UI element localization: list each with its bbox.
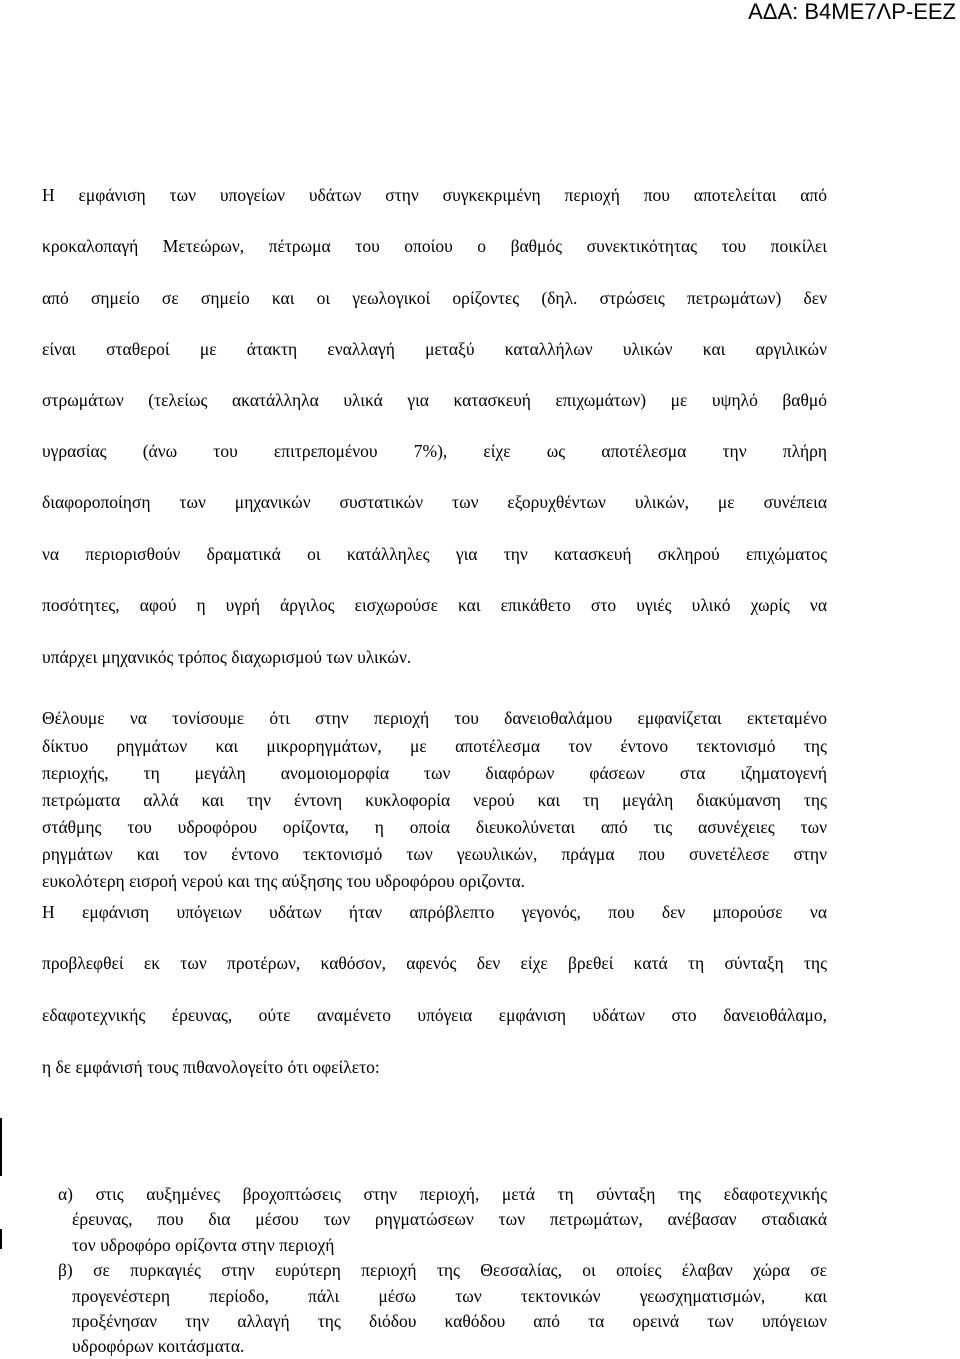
p1-line-2: κροκαλοπαγή Μετεώρων, πέτρωμα του οποίου ο βαθμός συνεκτικότητας του ποικίλει <box>42 236 827 256</box>
item-a-line-2: έρευνας, που δια μέσου των ρηγματώσεων των πετρωμάτων, ανέβασαν σταδιακά <box>72 1209 827 1229</box>
margin-bar <box>0 1118 2 1176</box>
item-a-line-1: α) στις αυξημένες βροχοπτώσεις στην περιοχή, μετά τη σύνταξη της εδαφοτεχνικής <box>58 1184 827 1204</box>
p3-line-1: Η εμφάνιση υπόγειων υδάτων ήταν απρόβλεπτο γεγονός, που δεν μπορούσε να <box>42 902 827 922</box>
p1-line-5: στρωμάτων (τελείως ακατάλληλα υλικά για κατασκευή επιχωμάτων) με υψηλό βαθμό <box>42 390 827 410</box>
p2-line-5: στάθμης του υδροφόρου ορίζοντα, η οποία διευκολύνεται από τις ασυνέχειες των <box>42 817 827 837</box>
p1-line-3: από σημείο σε σημείο και οι γεωλογικοί ορίζοντες (δηλ. στρώσεις πετρωμάτων) δεν <box>42 288 827 308</box>
p2-line-4: πετρώματα αλλά και την έντονη κυκλοφορία νερού και τη μεγάλη διακύμανση της <box>42 790 827 810</box>
margin-bar <box>0 1229 2 1249</box>
item-b-line-3: προξένησαν την αλλαγή της διόδου καθόδου από τα ορεινά των υπόγειων <box>72 1311 827 1331</box>
p1-line-10: υπάρχει μηχανικός τρόπος διαχωρισμού των υλικών. <box>42 647 412 667</box>
p2-line-7: ευκολότερη εισροή νερού και της αύξησης του υδροφόρου οριζοντα. <box>42 871 526 891</box>
p2-line-6: ρηγμάτων και τον έντονο τεκτονισμό των γεωυλικών, πράγμα που συνετέλεσε στην <box>42 844 827 864</box>
p1-line-7: διαφοροποίηση των μηχανικών συστατικών των εξορυχθέντων υλικών, με συνέπεια <box>42 492 827 512</box>
p3-line-2: προβλεφθεί εκ των προτέρων, καθόσον, αφενός δεν είχε βρεθεί κατά τη σύνταξη της <box>42 953 827 973</box>
item-b-line-4: υδροφόρων κοιτάσματα. <box>72 1336 245 1356</box>
p1-line-9: ποσότητες, αφού η υγρή άργιλος εισχωρούσε και επικάθετο στο υγιές υλικό χωρίς να <box>42 595 827 615</box>
p2-line-2: δίκτυο ρηγμάτων και μικρορηγμάτων, με αποτέλεσμα τον έντονο τεκτονισμό της <box>42 736 827 756</box>
item-b-line-1: β) σε πυρκαγιές στην ευρύτερη περιοχή της Θεσσαλίας, οι οποίες έλαβαν χώρα σε <box>58 1260 827 1280</box>
p3-line-3: εδαφοτεχνικής έρευνας, ούτε αναμένετο υπόγεια εμφάνιση υδάτων στο δανειοθάλαμο, <box>42 1005 827 1025</box>
item-a-line-3: τον υδροφόρο ορίζοντα στην περιοχή <box>72 1235 335 1255</box>
p2-line-3: περιοχής, τη μεγάλη ανομοιομορφία των διαφόρων φάσεων στα ιζηματογενή <box>42 763 827 783</box>
document-code: ΑΔΑ: Β4ΜΕ7ΛΡ-ΕΕΖ <box>748 0 956 24</box>
p1-line-6: υγρασίας (άνω του επιτρεπομένου 7%), είχε ως αποτέλεσμα την πλήρη <box>42 441 827 461</box>
p1-line-8: να περιορισθούν δραματικά οι κατάλληλες για την κατασκευή σκληρού επιχώματος <box>42 544 827 564</box>
item-b-line-2: προγενέστερη περίοδο, πάλι μέσω των τεκτονικών γεωσχηματισμών, και <box>72 1286 827 1306</box>
p3-line-4: η δε εμφάνισή τους πιθανολογείτο ότι οφείλετο: <box>42 1057 380 1077</box>
p2-line-1: Θέλουμε να τονίσουμε ότι στην περιοχή του δανειοθαλάμου εμφανίζεται εκτεταμένο <box>42 708 827 728</box>
p1-line-1: Η εμφάνιση των υπογείων υδάτων στην συγκεκριμένη περιοχή που αποτελείται από <box>42 185 827 205</box>
p1-line-4: είναι σταθεροί με άτακτη εναλλαγή μεταξύ καταλλήλων υλικών και αργιλικών <box>42 339 827 359</box>
